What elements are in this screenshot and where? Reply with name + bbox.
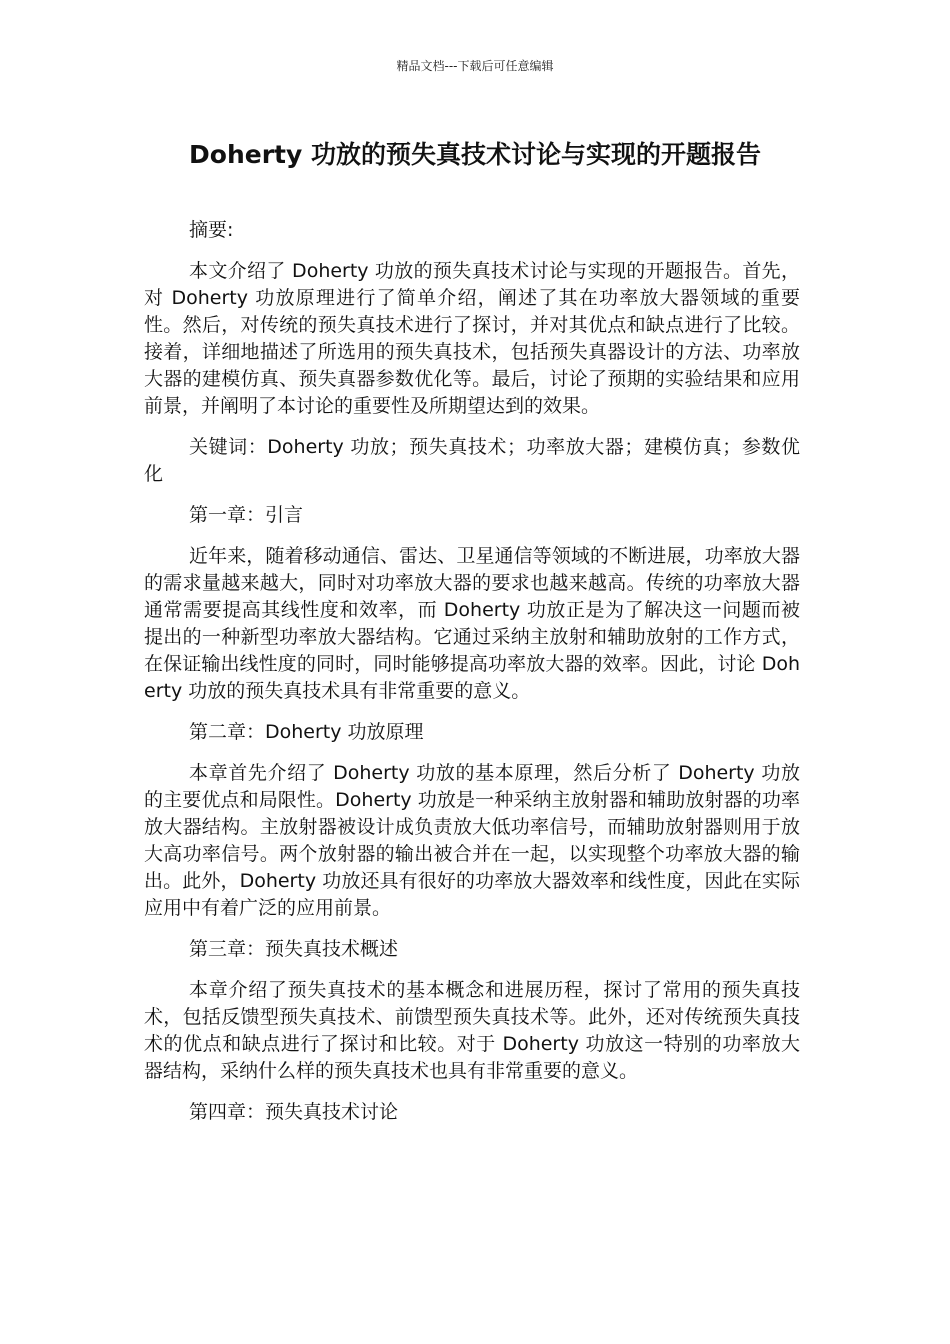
chapter-4-heading: 第四章：预失真技术讨论 (189, 1101, 399, 1123)
abstract-paragraph: 本文介绍了 Doherty 功放的预失真技术讨论与实现的开题报告。首先，对 Doherty 功放原理进行了简单介绍，阐述了其在功率放大器领域的重要性。然后，对传统的预失真技术进行了探讨，并对其优点和缺点进行了比较。接着，详细地描述了所选用的预失真技术，包括预失真器设计的方法、功率放大器的建模仿真、预失真器参数优化等。最后，讨论了预期的实验结果和应用前景，并阐明了本讨论的重要性及所期望达到的效果。 (144, 260, 800, 417)
header-note: 精品文档---下载后可任意编辑 (396, 59, 554, 73)
document-title: Doherty 功放的预失真技术讨论与实现的开题报告 (189, 140, 761, 169)
chapter-3-paragraph: 本章介绍了预失真技术的基本概念和进展历程，探讨了常用的预失真技术，包括反馈型预失真技术、前馈型预失真技术等。此外，还对传统预失真技术的优点和缺点进行了探讨和比较。对于 Doherty 功放这一特别的功率放大器结构，采纳什么样的预失真技术也具有非常重要的意义。 (144, 979, 800, 1082)
keywords-paragraph: 关键词：Doherty 功放；预失真技术；功率放大器；建模仿真；参数优化 (144, 436, 800, 485)
document-body (144, 217, 800, 1140)
chapter-2-heading: 第二章：Doherty 功放原理 (189, 721, 424, 743)
abstract-heading: 摘要: (189, 219, 234, 241)
chapter-1-paragraph: 近年来，随着移动通信、雷达、卫星通信等领域的不断进展，功率放大器的需求量越来越大，同时对功率放大器的要求也越来越高。传统的功率放大器通常需要提高其线性度和效率，而 Doherty 功放正是为了解决这一问题而被提出的一种新型功率放大器结构。它通过采纳主放射和辅助放射的工作方式，在保证输出线性度的同时，同时能够提高功率放大器的效率。因此，讨论 Doherty 功放的预失真技术具有非常重要的意义。 (144, 545, 800, 702)
chapter-3-heading: 第三章：预失真技术概述 (189, 938, 399, 960)
chapter-1-heading: 第一章：引言 (189, 504, 304, 526)
chapter-2-paragraph: 本章首先介绍了 Doherty 功放的基本原理，然后分析了 Doherty 功放的主要优点和局限性。Doherty 功放是一种采纳主放射器和辅助放射器的功率放大器结构。主放射器被设计成负责放大低功率信号，而辅助放射器则用于放大高功率信号。两个放射器的输出被合并在一起，以实现整个功率放大器的输出。此外，Doherty 功放还具有很好的功率放大器效率和线性度，因此在实际应用中有着广泛的应用前景。 (144, 762, 800, 919)
